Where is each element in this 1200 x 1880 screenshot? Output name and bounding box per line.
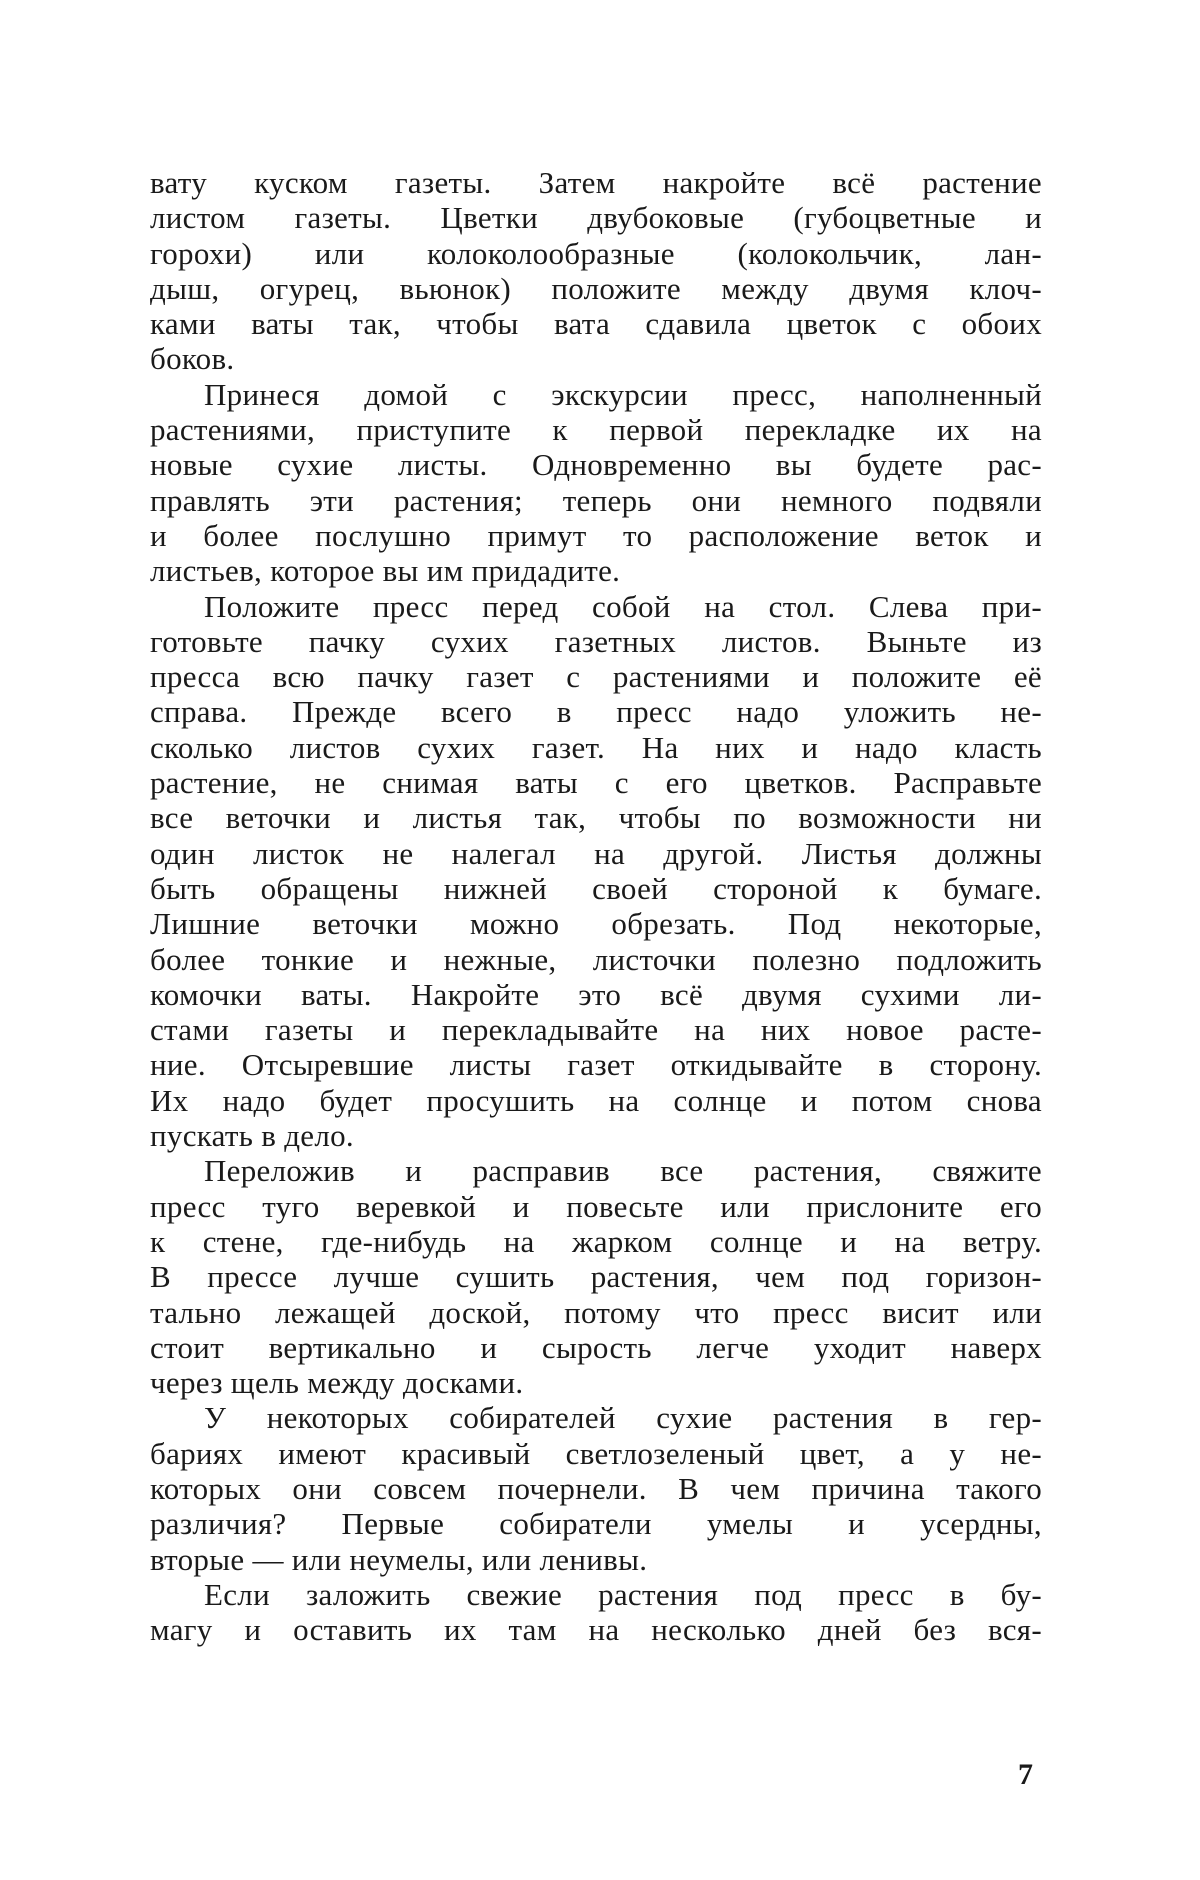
- text-line: правлять эти растения; теперь они немного подвяли: [150, 482, 1042, 518]
- text-line: стоит вертикально и сырость легче уходит наверх: [150, 1329, 1042, 1365]
- text-line: У некоторых собирателей сухие растения в гер-: [204, 1400, 1042, 1436]
- paragraph: [150, 589, 1042, 1154]
- text-line: стами газеты и перекладывайте на них новое расте-: [150, 1012, 1042, 1048]
- text-line: один листок не налегал на другой. Листья должны: [150, 835, 1042, 871]
- text-line: и более послушно примут то расположение веток и: [150, 517, 1042, 553]
- text-line: В прессе лучше сушить растения, чем под горизон-: [150, 1259, 1042, 1295]
- text-line: все веточки и листья так, чтобы по возможности ни: [150, 800, 1042, 836]
- text-line: к стене, где-нибудь на жарком солнце и на ветру.: [150, 1223, 1042, 1259]
- text-line: Если заложить свежие растения под пресс в бу-: [204, 1576, 1042, 1612]
- text-line: листьев, которое вы им придадите.: [150, 553, 621, 589]
- text-line: справа. Прежде всего в пресс надо уложить не-: [150, 694, 1042, 730]
- paragraph: [150, 1400, 1042, 1576]
- text-line: тально лежащей доской, потому что пресс висит или: [150, 1294, 1042, 1330]
- text-line: Их надо будет просушить на солнце и потом снова: [150, 1082, 1042, 1118]
- page-number: 7: [1018, 1758, 1033, 1791]
- text-line: пресс туго веревкой и повесьте или прислоните его: [150, 1188, 1042, 1224]
- text-line: которых они совсем почернели. В чем причина такого: [150, 1470, 1042, 1506]
- text-line: горохи) или колоколообразные (колокольчик, лан-: [150, 235, 1042, 271]
- paragraph: [150, 1153, 1042, 1400]
- paragraph: [150, 377, 1042, 589]
- text-line: Принеся домой с экскурсии пресс, наполненный: [204, 376, 1042, 412]
- text-line: листом газеты. Цветки двубоковые (губоцветные и: [150, 200, 1042, 236]
- book-page-text: [150, 165, 1042, 1647]
- text-line: пресса всю пачку газет с растениями и положите её: [150, 659, 1042, 695]
- text-line: бариях имеют красивый светлозеленый цвет, а у не-: [150, 1435, 1042, 1471]
- text-line: растениями, приступите к первой перекладке их на: [150, 412, 1042, 448]
- text-line: быть обращены нижней своей стороной к бумаге.: [150, 870, 1042, 906]
- text-line: готовьте пачку сухих газетных листов. Выньте из: [150, 623, 1042, 659]
- paragraph: [150, 1577, 1042, 1648]
- text-line: боков.: [150, 341, 235, 377]
- text-line: дыш, огурец, вьюнок) положите между двумя клоч-: [150, 270, 1042, 306]
- text-line: комочки ваты. Накройте это всё двумя сухими ли-: [150, 976, 1042, 1012]
- text-line: ками ваты так, чтобы вата сдавила цветок с обоих: [150, 306, 1042, 342]
- text-line: Положите пресс перед собой на стол. Слева при-: [204, 588, 1042, 624]
- text-line: пускать в дело.: [150, 1118, 354, 1154]
- text-line: различия? Первые собиратели умелы и усердны,: [150, 1506, 1042, 1542]
- text-line: Переложив и расправив все растения, свяжите: [204, 1153, 1042, 1189]
- text-line: более тонкие и нежные, листочки полезно подложить: [150, 941, 1042, 977]
- paragraph: [150, 165, 1042, 377]
- text-line: ние. Отсыревшие листы газет откидывайте в сторону.: [150, 1047, 1042, 1083]
- text-line: новые сухие листы. Одновременно вы будете рас-: [150, 447, 1042, 483]
- text-line: растение, не снимая ваты с его цветков. Расправьте: [150, 765, 1042, 801]
- text-line: через щель между досками.: [150, 1365, 524, 1401]
- text-line: вторые — или неумелы, или ленивы.: [150, 1541, 648, 1577]
- text-line: сколько листов сухих газет. На них и надо класть: [150, 729, 1042, 765]
- text-line: вату куском газеты. Затем накройте всё растение: [150, 165, 1042, 200]
- text-line: магу и оставить их там на несколько дней без вся-: [150, 1612, 1042, 1648]
- text-line: Лишние веточки можно обрезать. Под некоторые,: [150, 906, 1042, 942]
